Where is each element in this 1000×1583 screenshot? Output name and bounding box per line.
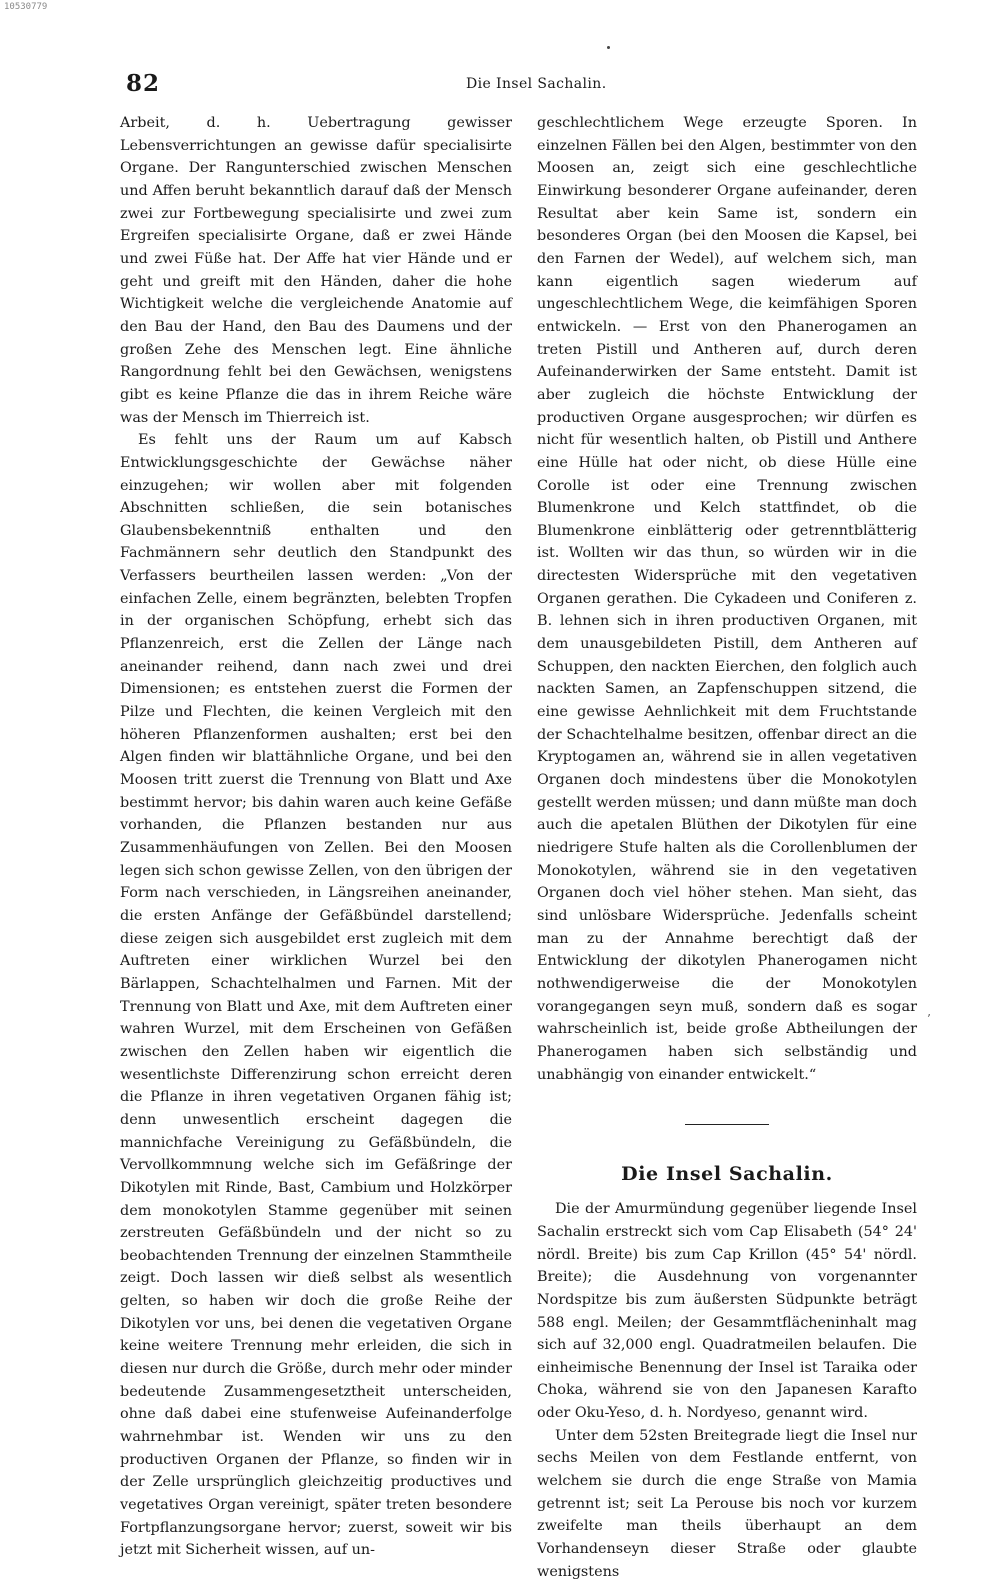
paragraph: Unter dem 52sten Breitegrade liegt die Insel nur sechs Meilen von dem Festlande entfernt, von welchem sie durch die enge Straße von Mamia getrennt ist; seit La Perouse bis noch vor kurzem zweifelte man theils überhaupt an dem Vorhandenseyn dieser Straße oder glaubte wenigstens (537, 1427, 917, 1580)
running-head: Die Insel Sachalin. (466, 76, 607, 92)
scan-id: 10530779 (4, 2, 48, 12)
paragraph: geschlechtlichem Wege erzeugte Sporen. In einzelnen Fällen bei den Algen, bestimmter von den Moosen an, zeigt sich eine geschlechtliche Einwirkung besonderer Organe aufeinander, deren Resultat aber kein Same ist, sondern ein besonderes Organ (bei den Moosen die Kapsel, bei den Farnen der Wedel), auf welchem sich, man kann eigentlich sagen wiederum auf ungeschlechtlichem Wege, die keimfähigen Sporen entwickeln. — Erst von den Phanerogamen an treten Pistill und Antheren auf, durch deren Aufeinanderwirken der Same entsteht. Damit ist aber zugleich die höchste Entwicklung der productiven Organe ausgesprochen; wir dürfen es nicht für wesentlich halten, ob Pistill und Anthere eine Hülle hat oder nicht, ob diese Hülle eine Corolle ist oder eine Trennung zwischen Blumenkrone und Kelch stattfindet, ob die Blumenkrone einblätterig oder getrenntblätterig ist. Wollten wir das thun, so würden wir in die directesten Widersprüche mit den vegetativen Organen gerathen. Die Cykadeen und Coniferen z. B. lehnen sich in ihren productiven Organen, mit dem unausgebildeten Pistill, dem Antheren auf Schuppen, den nackten Eierchen, den folglich auch nackten Samen, an Zapfenschuppen sitzend, die eine gewisse Aehnlichkeit mit dem Fruchtstande der Schachtelhalme besitzen, offenbar direct an die Kryptogamen an, während sie in allen vegetativen Organen doch mindestens über die Monokotylen gestellt werden müssen; und dann müßte man doch auch die apetalen Blüthen der Dikotylen für eine niedrigere Stufe halten als die Corollenblumen der Monokotylen, während sie in den vegetativen Organen doch viel höher stehen. Man sieht, das sind unlösbare Widersprüche. Jedenfalls scheint man zu der Annahme berechtigt daß der Entwicklung der dikotylen Phanerogamen nicht nothwendigerweise die der Monokotylen vorangegangen seyn muß, sondern daß es sogar wahrscheinlich ist, beide große Abtheilungen der Phanerogamen haben sich selbständig und unabhängig von einander entwickelt.“ (537, 115, 917, 1083)
right-column (537, 112, 917, 1583)
paragraph: Es fehlt uns der Raum um auf Kabsch Entwicklungsgeschichte der Gewächse näher einzugehen; wir wollen aber mit folgenden Abschnitten schließen, die sein botanisches Glaubensbekenntniß enthalten und den Fachmännern sehr deutlich den Standpunkt des Verfassers beurtheilen lassen werden: „Von der einfachen Zelle, einem begränzten, belebten Tropfen in der organischen Schöpfung, erhebt sich das Pflanzenreich, erst die Zellen der Länge nach aneinander reihend, dann nach zwei und drei Dimensionen; es entstehen zuerst die Formen der Pilze und Flechten, die keinen Vergleich mit den höheren Pflanzenformen aushalten; erst bei den Algen finden wir blattähnliche Organe, und bei den Moosen tritt zuerst die Trennung von Blatt und Axe bestimmt hervor; bis dahin waren auch keine Gefäße vorhanden, die Pflanzen bestanden nur aus Zusammenhäufungen von Zellen. Bei den Moosen legen sich schon gewisse Zellen, von den übrigen der Form nach verschieden, in Längsreihen aneinander, die ersten Anfänge der Gefäßbündel darstellend; diese zeigen sich ausgebildet erst zugleich mit dem Auftreten einer wirklichen Wurzel bei den Bärlappen, Schachtelhalmen und Farnen. Mit der Trennung von Blatt und Axe, mit dem Auftreten einer wahren Wurzel, mit dem Erscheinen von Gefäßen zwischen den Zellen haben wir eigentlich die wesentlichste Differenzirung schon erreicht deren die Pflanze in ihren vegetativen Organen fähig ist; denn unwesentlich erscheint dagegen die mannichfache Vereinigung zu Gefäßbündeln, die Vervollkommnung welche sich im Gefäßringe der Dikotylen mit Rinde, Bast, Cambium und Holzkörper dem monokotylen Stamme gegenüber mit seinen zerstreuten Gefäßbündeln und der nicht so zu beobachtenden Trennung der einzelnen Stammtheile zeigt. Doch lassen wir dieß selbst als wesentlich gelten, so haben wir doch die große Reihe der Dikotylen vor uns, bei denen die vegetativen Organe keine weitere Trennung mehr erleiden, die sich in diesen nur durch die Größe, durch mehr oder minder bedeutende Zusammengesetztheit unterscheiden, ohne daß dabei eine stufenweise Aufeinanderfolge wahrnehmbar ist. Wenden wir uns zu den productiven Organen der Pflanze, so finden wir in der Zelle ursprünglich gleichzeitig productives und vegetatives Organ vereinigt, später treten besondere Fortpflanzungsorgane hervor; zuerst, soweit wir bis jetzt mit Sicherheit wissen, auf un- (120, 432, 512, 1559)
section-title: Die Insel Sachalin. (621, 1163, 833, 1186)
print-speck (607, 46, 610, 49)
left-column (120, 112, 512, 1562)
margin-mark: ’ (927, 1012, 931, 1026)
section-divider (685, 1124, 769, 1125)
page-number: 82 (126, 70, 161, 97)
paragraph: Die der Amurmündung gegenüber liegende Insel Sachalin erstreckt sich vom Cap Elisabeth (54° 24' nördl. Breite) bis zum Cap Krillon (45° 54' nördl. Breite); die Ausdehnung von vorgenannter Nordspitze bis zum äußersten Südpunkte beträgt 588 engl. Meilen; der Gesammtflächeninhalt mag sich auf 32,000 engl. Quadratmeilen belaufen. Die einheimische Benennung der Insel ist Taraika oder Choka, während sie von den Japanesen Karafto oder Oku-Yeso, d. h. Nordyeso, genannt wird. (537, 1201, 917, 1422)
paragraph: Arbeit, d. h. Uebertragung gewisser Lebensverrichtungen an gewisse dafür specialisirte Organe. Der Rangunterschied zwischen Menschen und Affen beruht bekanntlich darauf daß der Mensch zwei zur Fortbewegung specialisirte und zwei zum Ergreifen specialisirte Organe, daß er zwei Hände und zwei Füße hat. Der Affe hat vier Hände und er geht und greift mit den Händen, daher die hohe Wichtigkeit welche die vergleichende Anatomie auf den Bau der Hand, den Bau des Daumens und der großen Zehe des Menschen legt. Eine ähnliche Rangordnung fehlt bei den Gewächsen, wenigstens gibt es keine Pflanze die das in ihrem Reiche wäre was der Mensch im Thierreich ist. (120, 115, 512, 426)
